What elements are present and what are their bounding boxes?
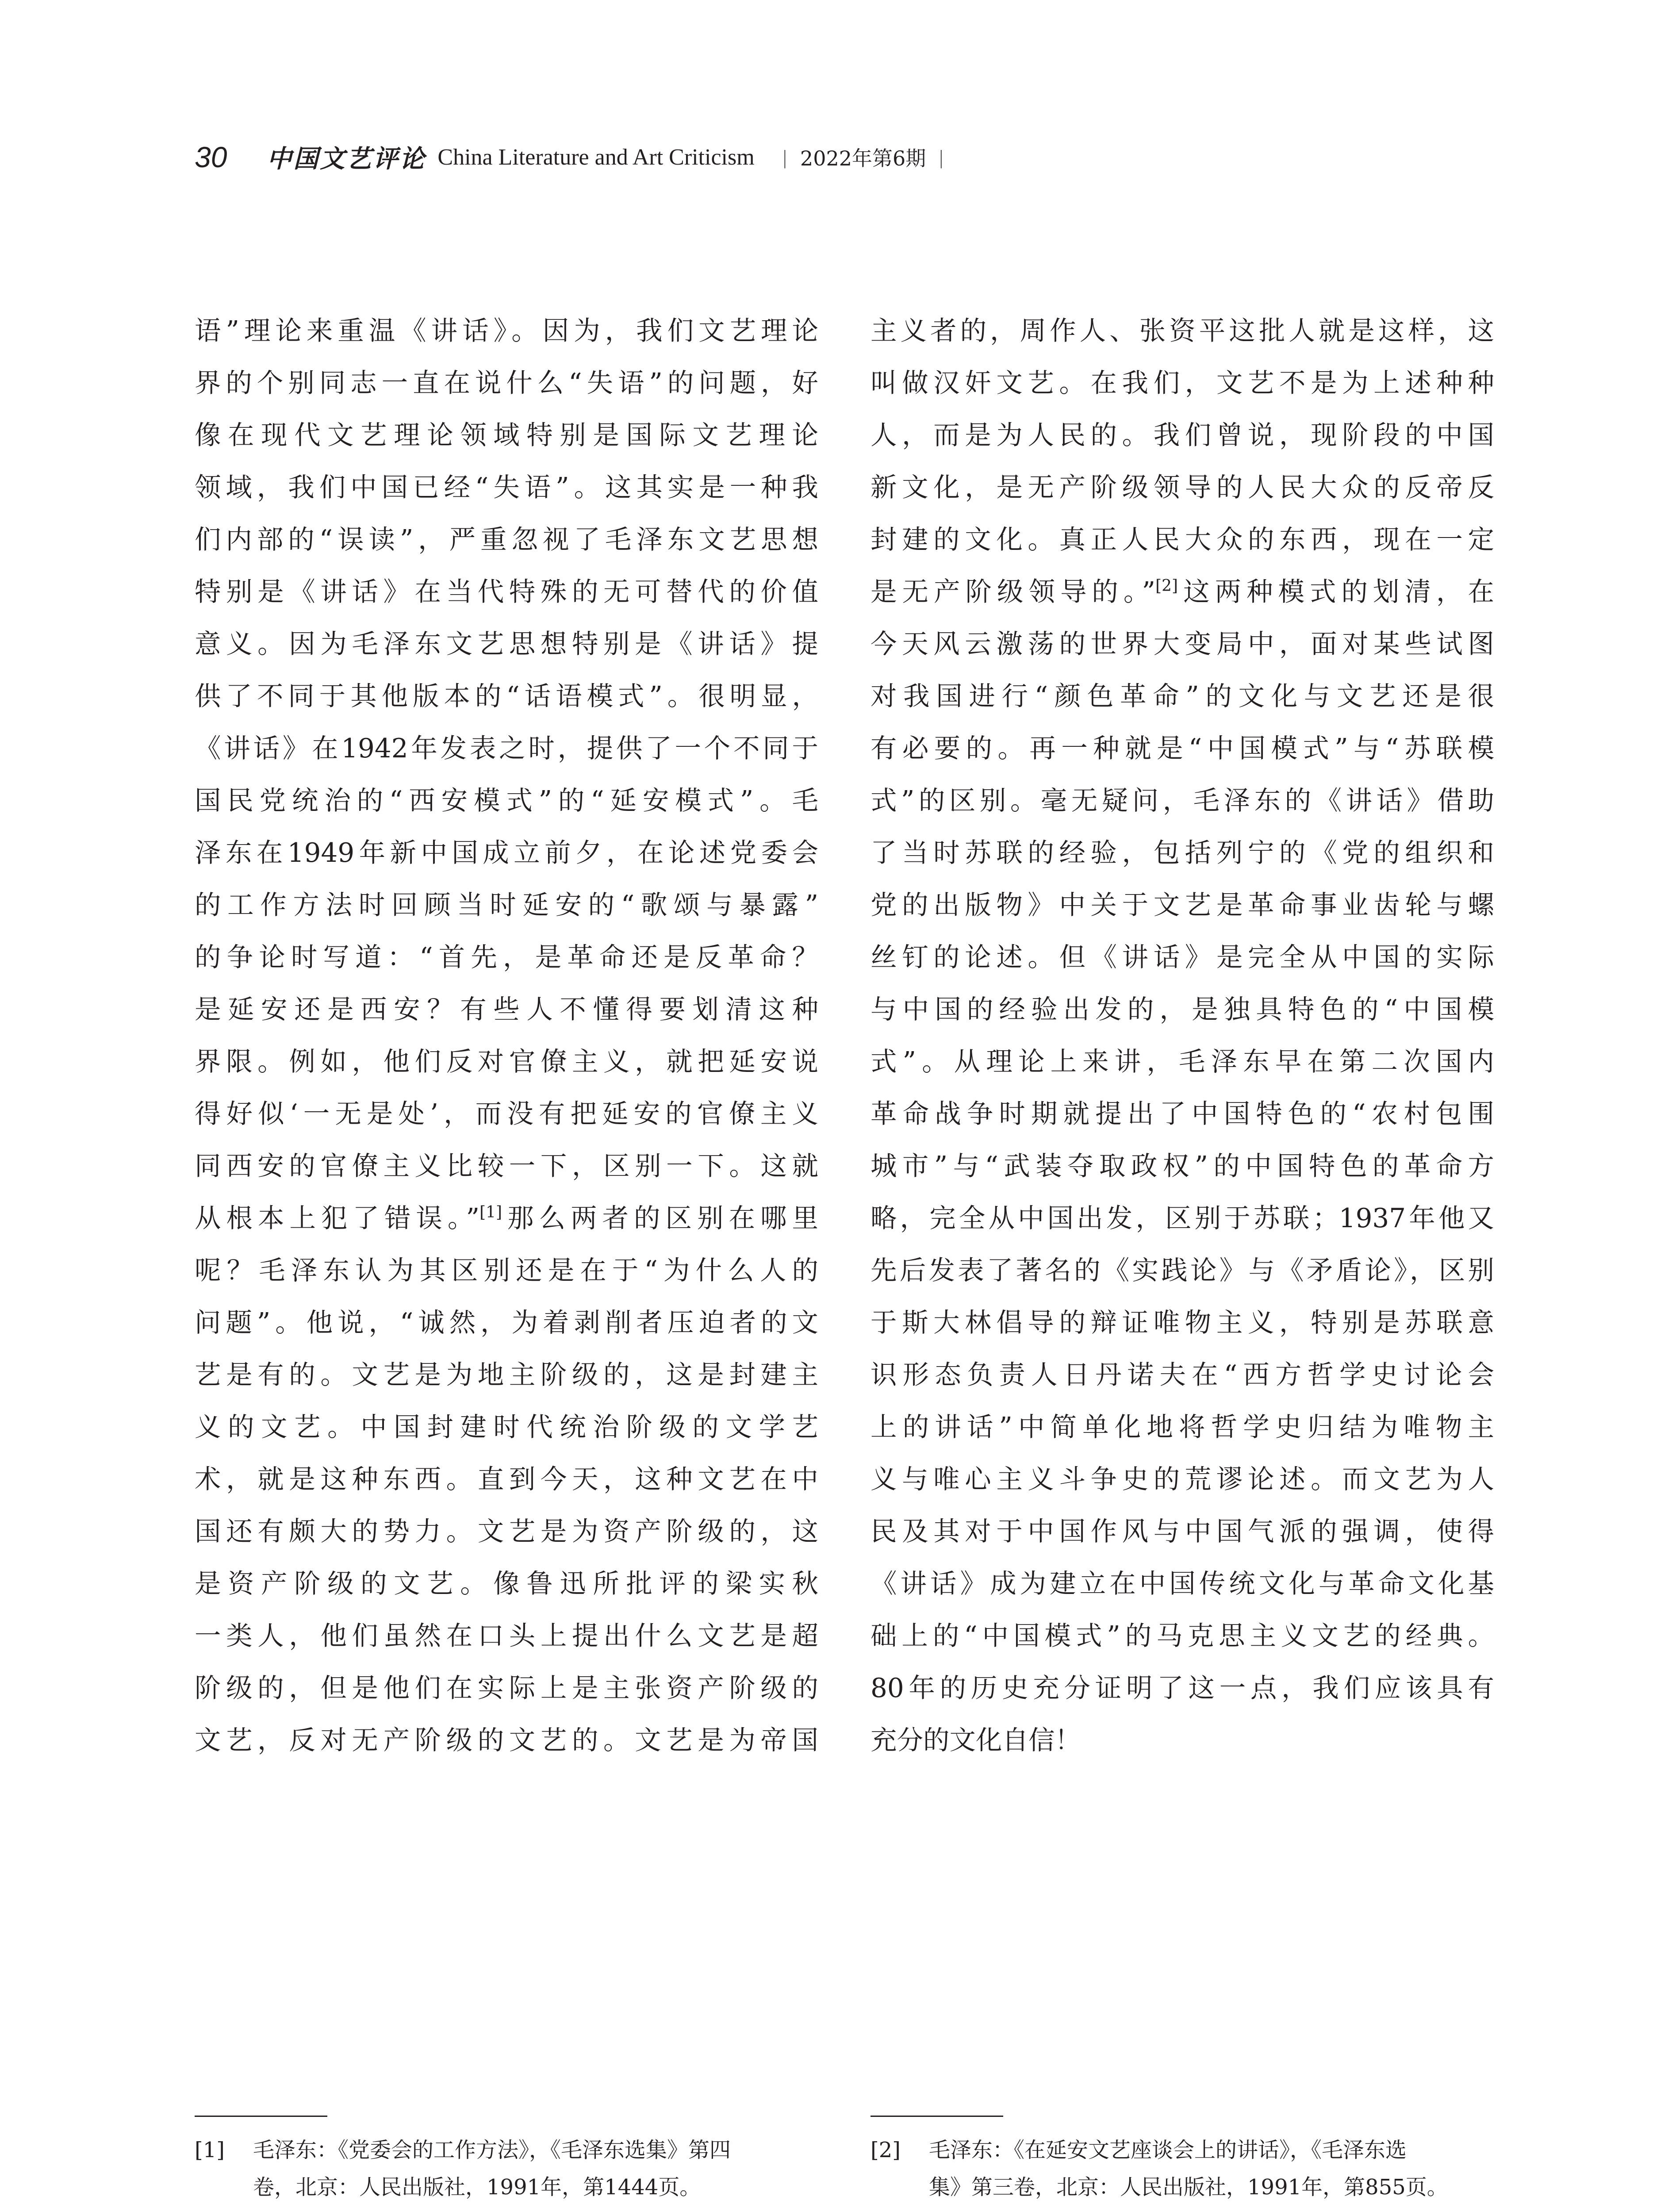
text-line: 供了不同于其他版本的“话语模式”。很明显， <box>195 681 818 712</box>
footnote-mark: [2] <box>871 2138 901 2162</box>
text-line: 得好似‘一无是处’，而没有把延安的官僚主义 <box>195 1099 818 1129</box>
text-line: 有必要的。再一种就是“中国模式”与“苏联模 <box>871 733 1494 764</box>
journal-title-en: China Literature and Art Criticism <box>437 144 755 170</box>
text-segment: 从根本上犯了错误。” <box>195 1203 480 1234</box>
footnote-text-line: 毛泽东：《党委会的工作方法》，《毛泽东选集》第四 <box>253 2138 731 2162</box>
text-line: 国还有颇大的势力。文艺是为资产阶级的，这 <box>195 1517 818 1547</box>
text-line: 础上的“中国模式”的马克思主义文艺的经典。 <box>871 1621 1494 1651</box>
text-line: 的工作方法时回顾当时延安的“歌颂与暴露” <box>195 890 818 921</box>
footnote-rule-right <box>871 2116 1003 2117</box>
text-line: 识形态负责人日丹诺夫在“西方哲学史讨论会 <box>871 1360 1494 1390</box>
text-line: 对我国进行“颜色革命”的文化与文艺还是很 <box>871 681 1494 712</box>
text-line: 问题”。他说，“诚然，为着剥削者压迫者的文 <box>195 1308 818 1338</box>
text-line: 80年的历史充分证明了这一点，我们应该具有 <box>871 1673 1494 1704</box>
text-line: 术，就是这种东西。直到今天，这种文艺在中 <box>195 1464 818 1495</box>
footnote-rule-left <box>195 2116 327 2117</box>
text-line: 式”的区别。毫无疑问，毛泽东的《讲话》借助 <box>871 786 1494 816</box>
text-line: 丝钉的论述。但《讲话》是完全从中国的实际 <box>871 942 1494 973</box>
text-line: 的争论时写道：“首先，是革命还是反革命？ <box>195 942 818 973</box>
header-separator-end: | <box>939 146 943 169</box>
text-line: 与中国的经验出发的，是独具特色的“中国模 <box>871 995 1494 1025</box>
text-line: 略，完全从中国出发，区别于苏联；1937年他又 <box>871 1203 1494 1234</box>
page-number: 30 <box>195 141 227 173</box>
text-line: 义与唯心主义斗争史的荒谬论述。而文艺为人 <box>871 1464 1494 1495</box>
footnote-text-line: 集》第三卷，北京：人民出版社，1991年，第855页。 <box>929 2175 1448 2200</box>
text-line: 于斯大林倡导的辩证唯物主义，特别是苏联意 <box>871 1308 1494 1338</box>
text-line: 式”。从理论上来讲，毛泽东早在第二次国内 <box>871 1047 1494 1077</box>
text-line: 叫做汉奸文艺。在我们，文艺不是为上述种种 <box>871 368 1494 399</box>
footnote-reference[interactable]: [2] <box>1155 577 1178 595</box>
text-line: 封建的文化。真正人民大众的东西，现在一定 <box>871 525 1494 555</box>
text-line: 新文化，是无产阶级领导的人民大众的反帝反 <box>871 472 1494 503</box>
text-line: 是延安还是西安？有些人不懂得要划清这种 <box>195 995 818 1025</box>
text-line: 人，而是为人民的。我们曾说，现阶段的中国 <box>871 420 1494 451</box>
right-column <box>871 305 1494 1767</box>
text-line: 阶级的，但是他们在实际上是主张资产阶级的 <box>195 1673 818 1704</box>
text-line: 意义。因为毛泽东文艺思想特别是《讲话》提 <box>195 629 818 660</box>
text-line: 民及其对于中国作风与中国气派的强调，使得 <box>871 1517 1494 1547</box>
text-line: 同西安的官僚主义比较一下，区别一下。这就 <box>195 1151 818 1182</box>
text-line: 特别是《讲话》在当代特殊的无可替代的价值 <box>195 577 818 607</box>
text-line: 《讲话》成为建立在中国传统文化与革命文化基 <box>871 1569 1494 1599</box>
running-header <box>195 133 956 181</box>
footnote-text-line: 毛泽东：《在延安文艺座谈会上的讲话》，《毛泽东选 <box>929 2138 1407 2162</box>
text-line: 像在现代文艺理论领域特别是国际文艺理论 <box>195 420 818 451</box>
text-line: 艺是有的。文艺是为地主阶级的，这是封建主 <box>195 1360 818 1390</box>
text-line: 义的文艺。中国封建时代统治阶级的文学艺 <box>195 1412 818 1443</box>
journal-title-cn: 中国文艺评论 <box>267 144 426 173</box>
text-line: 界的个别同志一直在说什么“失语”的问题，好 <box>195 368 818 399</box>
text-line: 一类人，他们虽然在口头上提出什么文艺是超 <box>195 1621 818 1651</box>
text-line: 今天风云激荡的世界大变局中，面对某些试图 <box>871 629 1494 660</box>
text-line <box>871 566 1494 618</box>
header-separator: | <box>782 146 787 169</box>
text-line: 上的讲话”中简单化地将哲学史归结为唯物主 <box>871 1412 1494 1443</box>
text-line: 是资产阶级的文艺。像鲁迅所批评的梁实秋 <box>195 1569 818 1599</box>
text-line: 语”理论来重温《讲话》。因为，我们文艺理论 <box>195 316 818 346</box>
text-line: 界限。例如，他们反对官僚主义，就把延安说 <box>195 1047 818 1077</box>
left-column <box>195 305 818 1767</box>
text-line: 们内部的“误读”，严重忽视了毛泽东文艺思想 <box>195 525 818 555</box>
text-segment: 这两种模式的划清，在 <box>1178 577 1494 607</box>
footnote-text-line: 卷，北京：人民出版社，1991年，第1444页。 <box>253 2175 701 2200</box>
text-line: 党的出版物》中关于文艺是革命事业齿轮与螺 <box>871 890 1494 921</box>
text-line: 主义者的，周作人、张资平这批人就是这样，这 <box>871 316 1494 346</box>
text-line: 国民党统治的“西安模式”的“延安模式”。毛 <box>195 786 818 816</box>
text-line: 先后发表了著名的《实践论》与《矛盾论》，区别 <box>871 1256 1494 1286</box>
text-line: 呢？毛泽东认为其区别还是在于“为什么人的 <box>195 1256 818 1286</box>
footnote-mark: [1] <box>195 2138 225 2162</box>
text-segment: 那么两者的区别在哪里 <box>502 1203 818 1234</box>
text-line: 泽东在1949年新中国成立前夕，在论述党委会 <box>195 838 818 868</box>
text-line: 充分的文化自信！ <box>871 1725 1081 1756</box>
text-line: 革命战争时期就提出了中国特色的“农村包围 <box>871 1099 1494 1129</box>
text-line: 领域，我们中国已经“失语”。这其实是一种我 <box>195 472 818 503</box>
footnote-reference[interactable]: [1] <box>479 1203 502 1221</box>
text-line: 文艺，反对无产阶级的文艺的。文艺是为帝国 <box>195 1725 818 1756</box>
text-line: 了当时苏联的经验，包括列宁的《党的组织和 <box>871 838 1494 868</box>
text-line <box>195 1193 818 1245</box>
issue-label: 2022年第6期 <box>800 146 926 170</box>
text-line: 城市”与“武装夺取政权”的中国特色的革命方 <box>871 1151 1494 1182</box>
text-line: 《讲话》在1942年发表之时，提供了一个不同于 <box>195 733 818 764</box>
text-segment: 是无产阶级领导的。” <box>871 577 1156 607</box>
